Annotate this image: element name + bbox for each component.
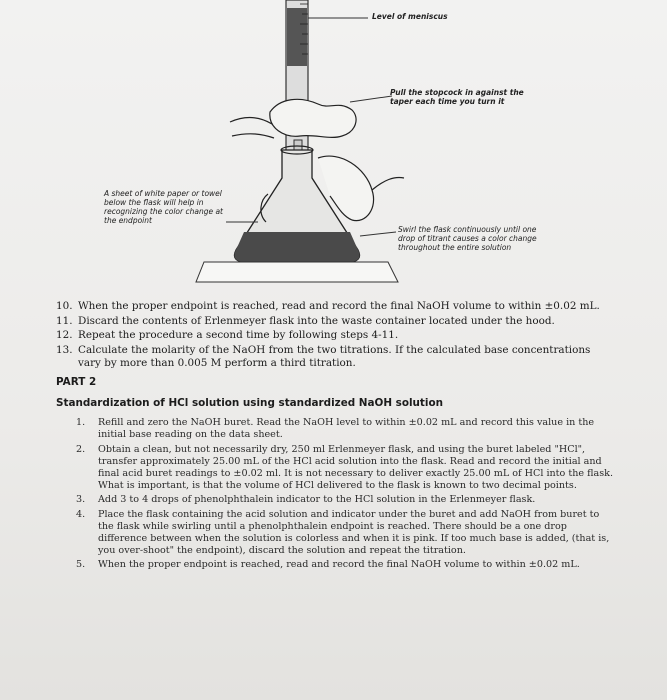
label-meniscus: Level of meniscus [372, 12, 448, 21]
part2-step-1: 1. Refill and zero the NaOH buret. Read the NaOH level to within ±0.02 mL and record this value in the initial base reading on the data sheet. [76, 417, 595, 441]
label-white-paper: A sheet of white paper or towel below the flask will help in recognizing the color change at the endpoint [104, 189, 223, 225]
hand-top-icon [270, 99, 356, 137]
part2-title: PART 2 [56, 375, 97, 388]
step-13: 13. Calculate the molarity of the NaOH from the two titrations. If the calculated base concentrations vary by more than 0.005 M perform a third titration. [56, 343, 591, 370]
part2-steps [56, 417, 616, 571]
titration-illustration [0, 0, 667, 295]
flask-solution [234, 232, 359, 262]
step-11: 11. Discard the contents of Erlenmeyer flask into the waste container located under the hood. [56, 314, 555, 327]
procedure-text [56, 300, 616, 574]
part2-subtitle: Standardization of HCl solution using standardized NaOH solution [56, 396, 443, 409]
label-swirl: Swirl the flask continuously until one drop of titrant causes a color change throughout the entire solution [398, 225, 537, 252]
white-paper-icon [196, 262, 398, 282]
step-10: 10. When the proper endpoint is reached, read and record the final NaOH volume to within ±0.02 mL. [56, 300, 600, 312]
step-12: 12. Repeat the procedure a second time by following steps 4-11. [56, 329, 399, 342]
part2-step-4: 4. Place the flask containing the acid solution and indicator under the buret and add NaOH from buret to the flask while swirling until a phenolphthalein endpoint is reached. There should be a one drop difference between when the solution is colorless and when it is pink. If too much base is added, (that is, you over-shoot" the endpoint), discard the solution and repeat the titration. [76, 508, 610, 557]
part2-step-2: 2. Obtain a clean, but not necessarily dry, 250 ml Erlenmeyer flask, and using the buret labeled "HCl", transfer approximately 25.00 mL of the HCl acid solution into the flask. Read and record the initial and final acid buret readings to ±0.02 ml. It is not necessary to deliver exactly 25.00 mL of HCl into the flask. What is important, is that the volume of HCl delivered to the flask is known to two decimal points. [76, 443, 614, 492]
buret-liquid [287, 8, 307, 66]
label-stopcock: Pull the stopcock in against the taper each time you turn it [390, 88, 524, 106]
part2-step-3: 3. Add 3 to 4 drops of phenolphthalein indicator to the HCl solution in the Erlenmeyer flask. [76, 494, 536, 506]
titration-drawing [0, 0, 667, 295]
part2-step-5: 5. When the proper endpoint is reached, read and record the final NaOH volume to within ±0.02 mL. [76, 559, 580, 571]
